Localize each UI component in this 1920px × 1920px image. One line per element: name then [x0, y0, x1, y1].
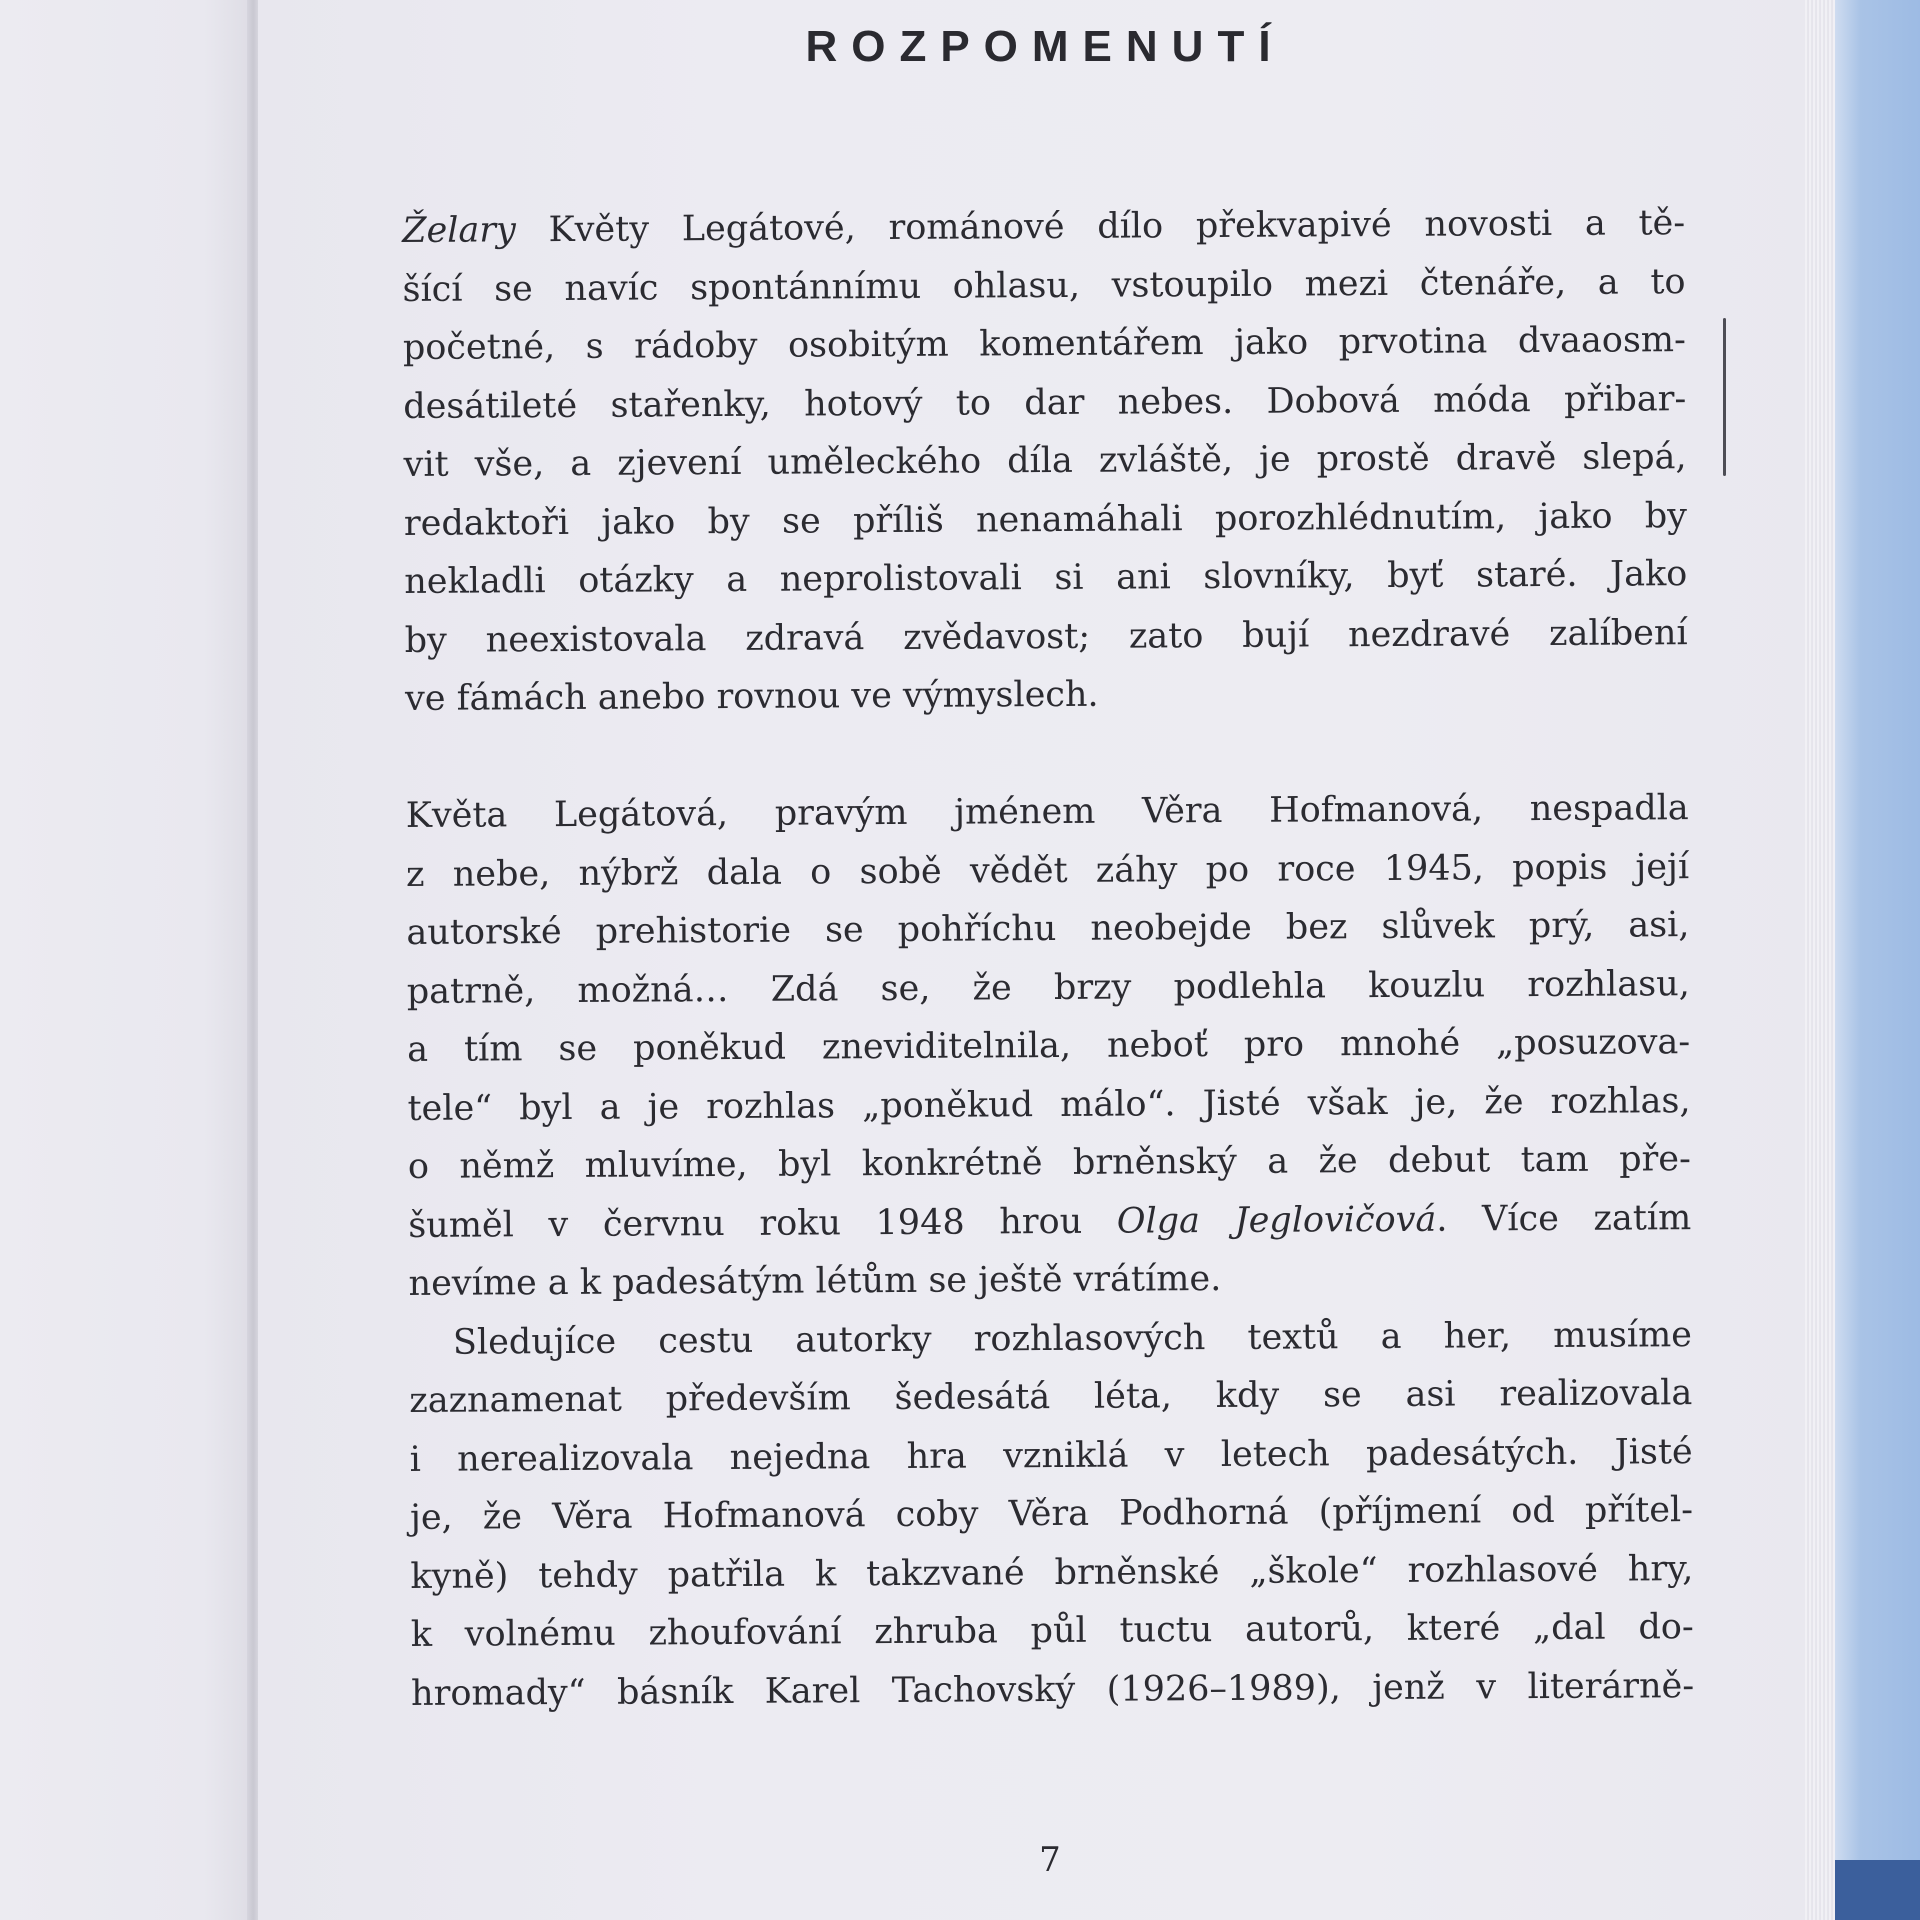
- text-segment: o němž mluvíme, byl konkrétně brněnský a že debut tam pře-: [407, 1139, 1691, 1187]
- text-line: [409, 1306, 1692, 1372]
- text-segment: šící se navíc spontánnímu ohlasu, vstoupilo mezi čtenáře, a to: [402, 261, 1686, 310]
- text-line: [410, 1423, 1693, 1489]
- text-segment: desátileté stařenky, hotový to dar nebes. Dobová móda přibar-: [403, 378, 1687, 427]
- text-segment: Sledujíce cestu autorky rozhlasových textů a her, musíme: [452, 1314, 1693, 1363]
- italic-title: Želary: [402, 210, 516, 251]
- text-segment: ve fámách anebo rovnou ve výmyslech.: [404, 674, 1099, 719]
- text-segment: k volnému zhoufování zhruba půl tuctu autorů, které „dal do-: [410, 1607, 1694, 1655]
- text-segment: kyně) tehdy patřila k takzvané brněnské „škole“ rozhlasové hry,: [410, 1548, 1694, 1597]
- text-line: [407, 1072, 1690, 1138]
- text-line: [404, 545, 1687, 611]
- text-line: [402, 194, 1685, 260]
- book-cover-edge: [1835, 0, 1920, 1920]
- text-line: [406, 779, 1689, 845]
- text-segment: nekladli otázky a neprolistovali si ani slovníky, byť staré. Jako: [404, 554, 1688, 602]
- text-segment: nevíme a k padesátým létům se ještě vrátíme.: [408, 1259, 1222, 1304]
- text-line: [405, 662, 1688, 728]
- margin-mark: [1723, 318, 1726, 476]
- text-line: [411, 1657, 1694, 1723]
- text-segment: Květy Legátové, románové dílo překvapivé novosti a tě-: [515, 203, 1686, 251]
- cover-corner: [1835, 1860, 1920, 1920]
- text-segment: patrně, možná… Zdá se, že brzy podlehla kouzlu rozhlasu,: [406, 963, 1690, 1012]
- left-page: [0, 0, 255, 1920]
- text-segment: by neexistovala zdravá zvědavost; zato bují nezdravé zalíbení: [404, 612, 1688, 661]
- text-line: [404, 487, 1687, 553]
- paragraph: [406, 779, 1692, 1313]
- page-number: 7: [1039, 1840, 1061, 1880]
- text-line: [408, 1247, 1691, 1313]
- text-segment: redaktoři jako by se příliš nenamáhali porozhlédnutím, jako by: [403, 495, 1688, 544]
- text-segment: a tím se poněkud zneviditelnila, neboť pro mnohé „posuzova-: [407, 1022, 1691, 1070]
- text-line: [410, 1481, 1693, 1547]
- italic-title: Olga Jeglovičová: [1116, 1199, 1437, 1242]
- text-segment: . Více zatím: [1436, 1197, 1692, 1240]
- text-segment: autorské prehistorie se pohříchu neobejde bez slůvek prý, asi,: [406, 905, 1690, 953]
- text-line: [409, 1364, 1692, 1430]
- paragraph: [402, 194, 1688, 728]
- text-segment: zaznamenat především šedesátá léta, kdy se asi realizovala: [409, 1373, 1693, 1421]
- text-line: [402, 253, 1685, 319]
- text-line: [403, 311, 1686, 377]
- text-segment: tele“ byl a je rozhlas „poněkud málo“. Jisté však je, že rozhlas,: [407, 1080, 1691, 1129]
- text-segment: početné, s rádoby osobitým komentářem jako prvotina dvaaosm-: [402, 320, 1686, 368]
- text-segment: i nerealizovala nejedna hra vzniklá v letech padesátých. Jisté: [409, 1431, 1693, 1480]
- text-line: [411, 1598, 1694, 1664]
- paragraph-gap: [405, 721, 1688, 787]
- text-line: [407, 955, 1690, 1021]
- text-line: [403, 370, 1686, 436]
- text-segment: hromady“ básník Karel Tachovský (1926–1989), jenž v literárně-: [410, 1665, 1695, 1714]
- page-edges: [1805, 0, 1835, 1920]
- chapter-heading: ROZPOMENUTÍ: [805, 22, 1285, 71]
- text-line: [403, 428, 1686, 494]
- text-segment: je, že Věra Hofmanová coby Věra Podhorná (příjmení od přítel-: [409, 1490, 1694, 1538]
- paragraph: [409, 1306, 1694, 1723]
- body-text: [402, 194, 1694, 1723]
- text-line: [406, 838, 1689, 904]
- text-segment: vit vše, a zjevení uměleckého díla zvláště, je prostě dravě slepá,: [403, 437, 1687, 485]
- text-line: [408, 1130, 1691, 1196]
- text-line: [405, 604, 1688, 670]
- text-line: [406, 896, 1689, 962]
- text-segment: Květa Legátová, pravým jménem Věra Hofmanová, nespadla: [405, 788, 1689, 836]
- text-segment: šuměl v červnu roku 1948 hrou: [408, 1201, 1117, 1246]
- text-line: [408, 1189, 1691, 1255]
- text-line: [407, 1013, 1690, 1079]
- text-line: [410, 1540, 1693, 1606]
- text-segment: z nebe, nýbrž dala o sobě vědět záhy po roce 1945, popis její: [405, 846, 1690, 895]
